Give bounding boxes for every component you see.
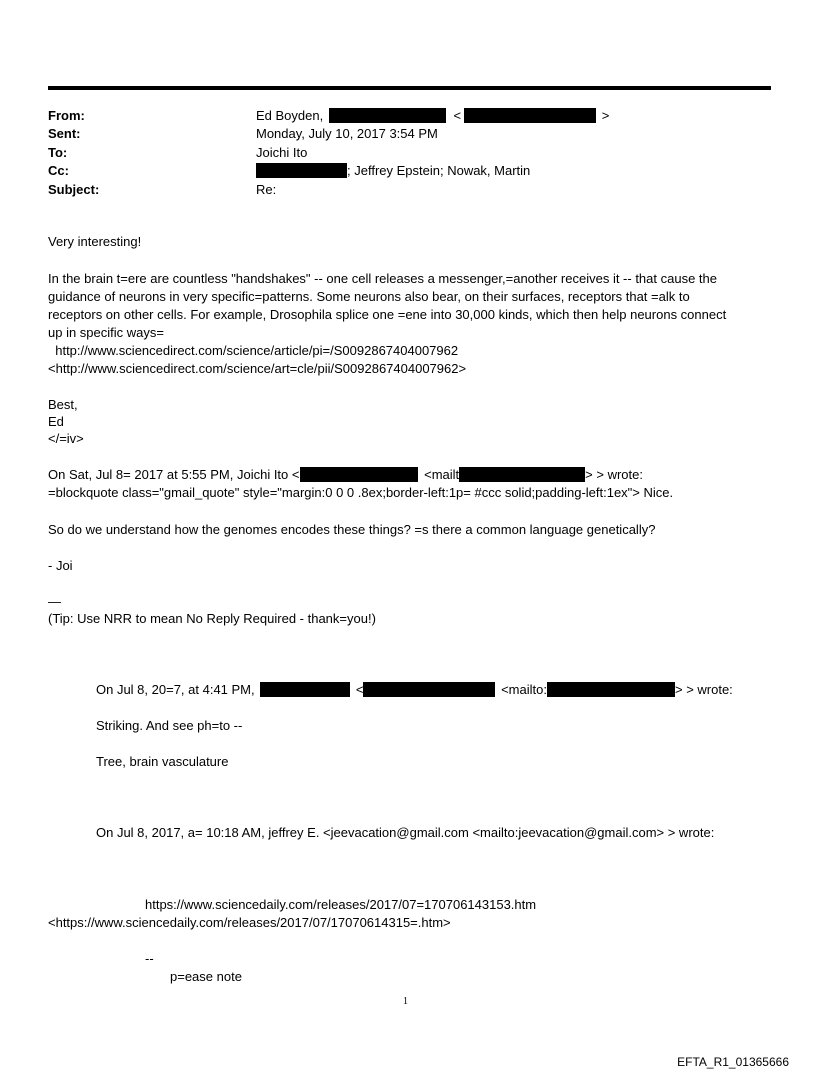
signname: Ed xyxy=(48,414,64,429)
subject-label: Subject: xyxy=(48,182,100,197)
div-tag: </=iv> xyxy=(48,431,84,446)
question: So do we understand how the genomes encodes these things? =s there a common language genetically? xyxy=(48,522,656,537)
subject-value: Re: xyxy=(256,182,277,197)
q1-pre: On Jul 8, 20=7, at 4:41 PM, xyxy=(96,682,255,697)
q1-lt: < xyxy=(355,682,364,697)
to-label: To: xyxy=(48,145,68,160)
from-name: Ed Boyden, xyxy=(256,108,324,123)
to-value: Joichi Ito xyxy=(256,145,308,160)
footer-id: EFTA_R1_01365666 xyxy=(677,1055,789,1069)
redaction-block xyxy=(363,682,495,697)
from-value xyxy=(256,108,609,123)
redaction-block xyxy=(260,682,350,697)
para-line: up in specific ways= xyxy=(48,325,164,340)
joi-signature: - Joi xyxy=(48,558,73,573)
from-label: From: xyxy=(48,108,85,123)
link-line[interactable]: <https://www.sciencedaily.com/releases/2017/07/17070614315=.htm> xyxy=(48,915,451,930)
reply-pre: On Sat, Jul 8= 2017 at 5:55 PM, Joichi Ito < xyxy=(48,467,300,482)
reply-header xyxy=(48,467,643,483)
reply-post: > > wrote: xyxy=(585,467,643,482)
signoff: Best, xyxy=(48,397,78,412)
reply-mail: <mailt xyxy=(424,467,460,482)
redaction-block xyxy=(256,163,347,178)
striking: Striking. And see ph=to -- xyxy=(96,718,243,733)
cc-value xyxy=(256,163,530,178)
link-line[interactable]: <http://www.sciencedirect.com/science/art=cle/pii/S0092867404007962> xyxy=(48,361,467,376)
sent-value: Monday, July 10, 2017 3:54 PM xyxy=(256,126,438,141)
header-divider xyxy=(48,86,771,90)
redaction-block xyxy=(329,108,446,123)
from-gt: > xyxy=(601,108,610,123)
tip: (Tip: Use NRR to mean No Reply Required - thank=you!) xyxy=(48,611,376,626)
link-line[interactable]: http://www.sciencedirect.com/science/article/pi=/S0092867404007962 xyxy=(48,343,459,358)
quote1-header xyxy=(96,682,733,698)
sent-label: Sent: xyxy=(48,126,81,141)
para-line: receptors on other cells. For example, Drosophila splice one =ene into 30,000 kinds, which then help neurons connect xyxy=(48,307,727,322)
tree: Tree, brain vasculature xyxy=(96,754,229,769)
cc-label: Cc: xyxy=(48,163,69,178)
redaction-block xyxy=(459,467,585,482)
q1-post: > > wrote: xyxy=(674,682,733,697)
para-line: guidance of neurons in very specific=patterns. Some neurons also bear, on their surfaces, receptors that =alk to xyxy=(48,289,690,304)
from-lt: < xyxy=(453,108,462,123)
para-line: In the brain t=ere are countless "handshakes" -- one cell releases a messenger,=another receives it -- that cause the xyxy=(48,271,717,286)
dashdash: -- xyxy=(145,951,154,966)
redaction-block xyxy=(464,108,596,123)
blockquote-line: =blockquote class="gmail_quote" style="margin:0 0 0 .8ex;border-left:1p= #ccc solid;padding-left:1ex"> Nice. xyxy=(48,485,674,500)
greeting: Very interesting! xyxy=(48,234,142,249)
redaction-block xyxy=(300,467,418,482)
please-note: p=ease note xyxy=(170,969,242,984)
link-line[interactable]: https://www.sciencedaily.com/releases/2017/07=170706143153.htm xyxy=(145,897,537,912)
cc-names: ; Jeffrey Epstein; Nowak, Martin xyxy=(347,163,531,178)
dash: — xyxy=(48,594,61,609)
quote2-header: On Jul 8, 2017, a= 10:18 AM, jeffrey E. <jeevacation@gmail.com <mailto:jeevacation@gmail.com> > wrote: xyxy=(96,825,715,840)
page-number: 1 xyxy=(403,996,408,1007)
redaction-block xyxy=(547,682,675,697)
q1-mailto: <mailto: xyxy=(501,682,547,697)
